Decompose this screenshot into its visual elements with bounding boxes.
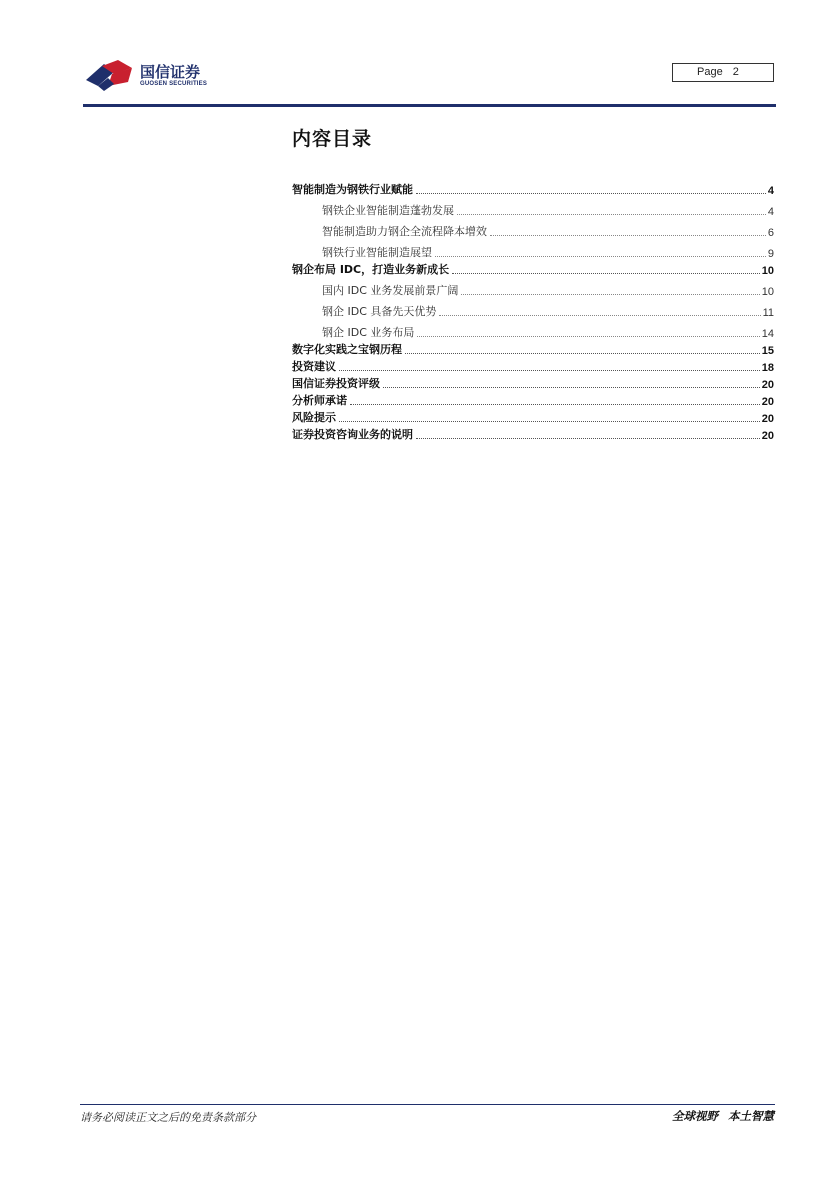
toc-entry-subsection[interactable] bbox=[292, 298, 774, 319]
toc-entry-page: 20 bbox=[761, 396, 774, 408]
footer-disclaimer: 请务必阅读正文之后的免责条款部分 bbox=[80, 1111, 256, 1124]
toc-entry-page: 11 bbox=[762, 307, 774, 319]
toc-entry-title: 钢企 IDC 具备先天优势 bbox=[322, 305, 437, 318]
toc-entry-section[interactable] bbox=[292, 425, 774, 442]
toc-entry-section[interactable] bbox=[292, 180, 774, 197]
toc-entry-section[interactable] bbox=[292, 340, 774, 357]
toc-entry-page: 4 bbox=[767, 206, 774, 218]
toc-leader-dots bbox=[339, 370, 760, 371]
toc-entry-subsection[interactable] bbox=[292, 218, 774, 239]
toc-entry-title: 钢企 IDC 业务布局 bbox=[322, 326, 415, 339]
toc-entry-title: 风险提示 bbox=[292, 411, 336, 424]
toc-entry-title: 证券投资咨询业务的说明 bbox=[292, 428, 413, 441]
toc-leader-dots bbox=[416, 193, 766, 194]
toc-entry-page: 6 bbox=[767, 227, 774, 239]
toc-entry-page: 10 bbox=[761, 286, 774, 298]
toc-leader-dots bbox=[457, 214, 766, 215]
toc-entry-title: 智能制造为钢铁行业赋能 bbox=[292, 183, 413, 196]
toc-entry-section[interactable] bbox=[292, 391, 774, 408]
page-indicator bbox=[672, 63, 774, 82]
toc-entry-subsection[interactable] bbox=[292, 197, 774, 218]
toc-entry-title: 钢铁企业智能制造蓬勃发展 bbox=[322, 204, 454, 217]
toc-entry-title: 投资建议 bbox=[292, 360, 336, 373]
toc-entry-title: 钢铁行业智能制造展望 bbox=[322, 246, 432, 259]
toc-entry-title: 国内 IDC 业务发展前景广阔 bbox=[322, 284, 459, 297]
toc-leader-dots bbox=[383, 387, 760, 388]
header-rule bbox=[83, 104, 776, 107]
toc-leader-dots bbox=[350, 404, 760, 405]
toc-entry-title: 国信证券投资评级 bbox=[292, 377, 380, 390]
toc-entry-subsection[interactable] bbox=[292, 277, 774, 298]
toc-entry-section[interactable] bbox=[292, 260, 774, 277]
toc-entry-subsection[interactable] bbox=[292, 239, 774, 260]
footer-rule bbox=[80, 1104, 775, 1105]
toc-entry-page: 20 bbox=[761, 430, 774, 442]
toc-entry-section[interactable] bbox=[292, 357, 774, 374]
toc-leader-dots bbox=[452, 273, 760, 274]
toc-leader-dots bbox=[417, 336, 759, 337]
toc-leader-dots bbox=[439, 315, 760, 316]
toc-leader-dots bbox=[405, 353, 760, 354]
toc-leader-dots bbox=[461, 294, 759, 295]
footer-slogan-2: 本土智慧 bbox=[728, 1109, 774, 1123]
toc-entry-section[interactable] bbox=[292, 374, 774, 391]
toc-entry-page: 4 bbox=[767, 185, 774, 197]
toc-entry-page: 14 bbox=[761, 328, 774, 340]
toc-entry-page: 10 bbox=[761, 265, 774, 277]
toc-title: 内容目录 bbox=[292, 128, 373, 150]
guosen-logo-icon bbox=[84, 58, 138, 92]
toc-leader-dots bbox=[339, 421, 760, 422]
toc-entry-page: 20 bbox=[761, 379, 774, 391]
toc-leader-dots bbox=[490, 235, 766, 236]
table-of-contents bbox=[292, 180, 774, 442]
toc-entry-subsection[interactable] bbox=[292, 319, 774, 340]
toc-entry-title: 钢企布局 IDC，打造业务新成长 bbox=[292, 263, 450, 276]
page-number: 2 bbox=[732, 66, 739, 78]
logo-english-name: GUOSEN SECURITIES bbox=[140, 81, 208, 87]
toc-leader-dots bbox=[416, 438, 760, 439]
toc-entry-title: 智能制造助力钢企全流程降本增效 bbox=[322, 225, 487, 238]
logo-chinese-name: 国信证券 bbox=[140, 63, 201, 81]
toc-entry-page: 18 bbox=[761, 362, 774, 374]
company-logo bbox=[84, 58, 224, 92]
toc-entry-page: 20 bbox=[761, 413, 774, 425]
toc-entry-section[interactable] bbox=[292, 408, 774, 425]
footer-slogan-1: 全球视野 bbox=[672, 1109, 718, 1123]
page-label: Page bbox=[697, 66, 723, 78]
toc-entry-page: 15 bbox=[761, 345, 774, 357]
toc-entry-title: 分析师承诺 bbox=[292, 394, 347, 407]
toc-entry-title: 数字化实践之宝钢历程 bbox=[292, 343, 402, 356]
toc-leader-dots bbox=[435, 256, 766, 257]
toc-entry-page: 9 bbox=[767, 248, 774, 260]
footer-slogan bbox=[672, 1108, 774, 1124]
